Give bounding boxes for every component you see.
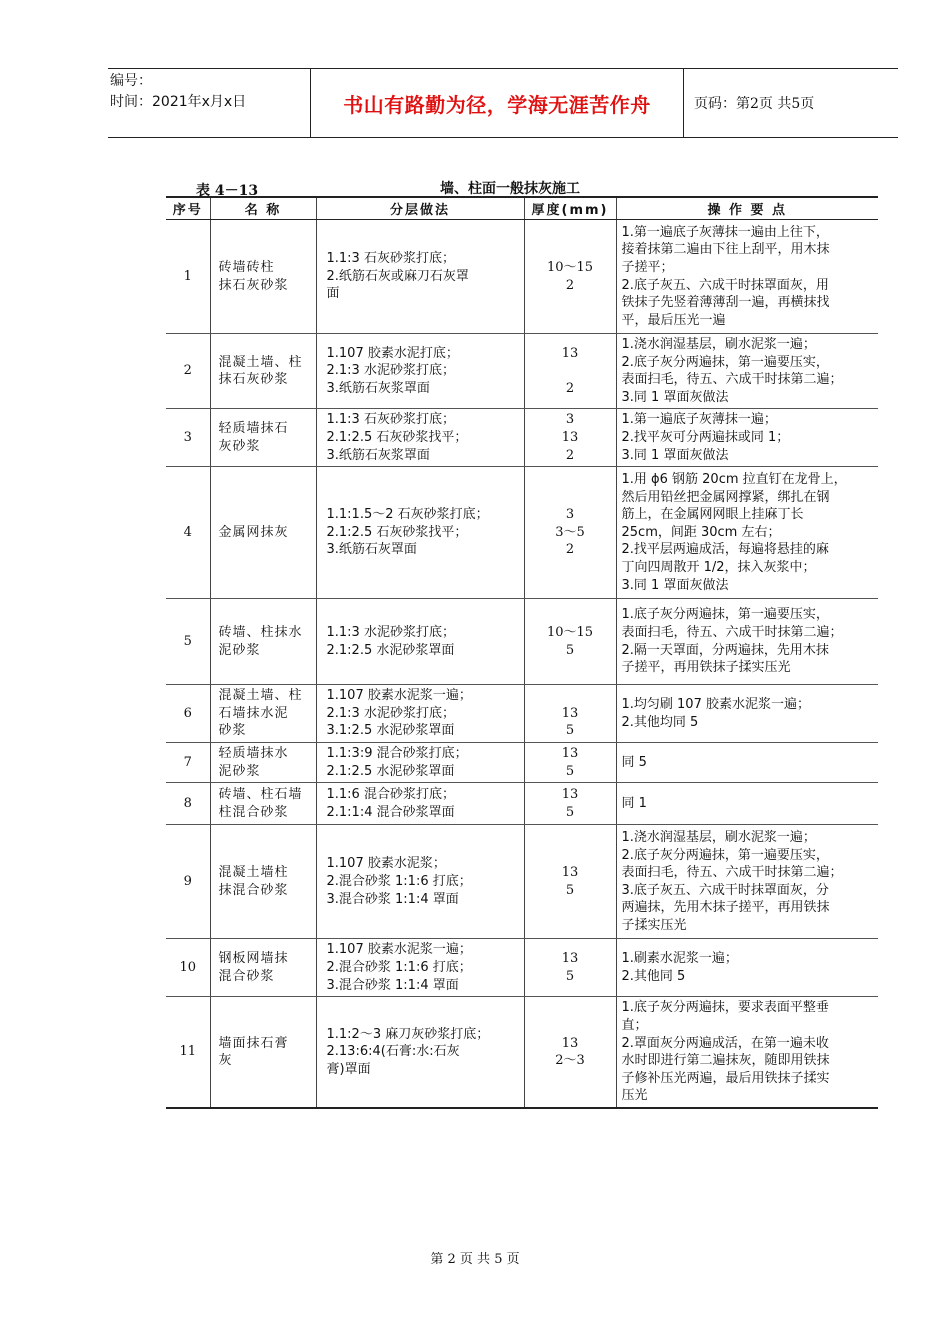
- row-layers-line: 2.1:3 水泥砂浆打底；: [326, 363, 455, 379]
- row-name: [210, 825, 316, 939]
- row-ops-line: 两遍抹，先用木抹子搓平，再用铁抹: [621, 900, 830, 916]
- column-header-thickness: 厚度(mm): [524, 197, 616, 220]
- row-name-line: 抹混合砂浆: [218, 882, 289, 898]
- row-layers-line: 1.1:3 水泥砂浆打底；: [326, 625, 455, 641]
- row-layers-line: 1.1:2～3 麻刀灰砂浆打底；: [326, 1026, 490, 1042]
- row-ops-line: 筋上，在金属网网眼上挂麻丁长: [621, 507, 804, 523]
- row-name-line: 混凝土墙、柱: [218, 688, 303, 704]
- table-row: [166, 685, 878, 743]
- row-name-line: 灰: [218, 1053, 233, 1069]
- row-thickness-line: 3: [565, 507, 575, 523]
- row-number: 5: [166, 599, 210, 685]
- row-number: 8: [166, 783, 210, 825]
- row-layers: [316, 997, 524, 1108]
- row-name-line: 轻质墙抹水: [218, 746, 289, 762]
- row-number: 7: [166, 743, 210, 783]
- row-thickness-line: [529, 362, 612, 380]
- page-header: [108, 68, 898, 138]
- row-layers-line: 2.1:2.5 水泥砂浆罩面: [326, 763, 455, 779]
- row-layers-line: 1.107 胶素水泥打底；: [326, 345, 459, 361]
- page-footer: 第 2 页 共 5 页: [430, 1252, 520, 1267]
- row-layers-line: 1.107 胶素水泥浆一遍；: [326, 942, 472, 958]
- row-name-line: 混合砂浆: [218, 968, 275, 984]
- row-name-line: 砖墙、柱石墙: [218, 787, 303, 803]
- row-layers-line: 1.107 胶素水泥浆一遍；: [326, 688, 472, 704]
- row-layers-line: 1.1:3 石灰砂浆打底；: [326, 412, 455, 428]
- row-layers-line: 1.1:6 混合砂浆打底；: [326, 787, 455, 803]
- row-ops-line: 1.浇水润湿基层，刷水泥浆一遍；: [621, 337, 816, 352]
- table-header-row: [166, 197, 878, 220]
- row-thickness-line: 5: [565, 968, 575, 984]
- row-thickness-line: 2: [565, 380, 575, 396]
- row-ops-line: 子搓平；: [621, 259, 674, 275]
- row-thickness: [524, 467, 616, 599]
- row-thickness: [524, 997, 616, 1108]
- row-ops-line: 子修补压光两遍，最后用铁抹子揉实: [621, 1070, 830, 1086]
- row-name: [210, 743, 316, 783]
- table-row: [166, 467, 878, 599]
- table-body: [166, 220, 878, 1108]
- row-ops-line: 3.同 1 罩面灰做法: [621, 577, 729, 593]
- document-time-label: 时间：2021年x月x日: [110, 94, 247, 110]
- row-ops-line: 2.找平层两遍成活，每遍将悬挂的麻: [621, 542, 829, 558]
- row-thickness: [524, 220, 616, 334]
- row-layers-line: 3.纸筋石灰浆罩面: [326, 380, 430, 396]
- row-ops-line: 压光: [621, 1088, 648, 1104]
- row-ops-line: 1.浇水润湿基层，刷水泥浆一遍；: [621, 830, 816, 846]
- row-thickness-line: 2: [565, 447, 575, 463]
- row-name-line: 砂浆: [218, 723, 247, 739]
- row-layers-line: 2.纸筋石灰或麻刀石灰罩: [326, 268, 469, 284]
- row-layers-line: 2.混合砂浆 1:1:6 打底；: [326, 960, 472, 976]
- row-name-line: 混凝土墙、柱: [218, 354, 303, 370]
- row-name: [210, 220, 316, 334]
- row-layers-line: 1.1:3:9 混合砂浆打底；: [326, 746, 468, 762]
- table-row: [166, 743, 878, 783]
- row-name-line: 金属网抹灰: [218, 524, 289, 540]
- row-thickness: [524, 685, 616, 743]
- row-ops-line: 同 5: [621, 754, 647, 770]
- row-thickness-line: 3: [565, 412, 575, 428]
- row-thickness-line: 13: [561, 705, 579, 721]
- row-ops-line: 子揉实压光: [621, 918, 687, 934]
- row-name: [210, 783, 316, 825]
- row-thickness-line: 5: [565, 763, 575, 779]
- column-header-ops: 操 作 要 点: [616, 197, 878, 220]
- row-number: 1: [166, 220, 210, 334]
- row-number: 3: [166, 409, 210, 467]
- row-layers: [316, 334, 524, 409]
- row-ops-line: 3.底子灰五、六成干时抹罩面灰，分: [621, 882, 829, 898]
- row-layers-line: 2.1:2.5 石灰砂浆找平；: [326, 429, 468, 445]
- row-thickness-line: 13: [561, 787, 579, 803]
- row-layers-line: 3.纸筋石灰浆罩面: [326, 447, 430, 463]
- header-motto: 书山有路勤为径，学海无涯苦作舟: [310, 69, 684, 137]
- row-layers: [316, 599, 524, 685]
- row-layers-line: 2.混合砂浆 1:1:6 打底；: [326, 874, 472, 890]
- table-title: 墙、柱面一般抹灰施工: [440, 181, 580, 197]
- row-thickness: [524, 825, 616, 939]
- row-ops-line: 2.其他同 5: [621, 968, 686, 984]
- row-layers-line: 2.1:2.5 水泥砂浆罩面: [326, 642, 455, 658]
- row-thickness: [524, 334, 616, 409]
- row-ops-line: 铁抹子先竖着薄薄刮一遍，再横抹找: [621, 295, 830, 311]
- row-name-line: 泥砂浆: [218, 642, 261, 658]
- table-number: 表 4－13: [196, 183, 259, 199]
- row-ops: [616, 599, 878, 685]
- column-header-no: 序号: [166, 197, 210, 220]
- row-ops-line: 2.其他均同 5: [621, 714, 699, 730]
- row-layers-line: 3.1:2.5 水泥砂浆罩面: [326, 723, 455, 739]
- row-thickness-line: 13: [561, 429, 579, 445]
- row-ops-line: 1.均匀刷 107 胶素水泥浆一遍；: [621, 697, 810, 713]
- row-ops-line: 直；: [621, 1017, 648, 1033]
- row-thickness: [524, 409, 616, 467]
- row-thickness-line: 13: [561, 865, 579, 881]
- header-meta: [108, 69, 310, 137]
- row-thickness: [524, 783, 616, 825]
- row-ops: [616, 939, 878, 997]
- row-ops-line: 同 1: [621, 796, 647, 812]
- row-layers: [316, 409, 524, 467]
- row-layers-line: 2.1:2.5 石灰砂浆找平；: [326, 524, 468, 540]
- row-ops: [616, 685, 878, 743]
- row-name-line: 抹石灰砂浆: [218, 277, 289, 293]
- row-ops-line: 接着抹第二遍由下往上刮平，用木抹: [621, 242, 830, 258]
- row-ops-line: 1.第一遍底子灰薄抹一遍由上往下，: [621, 224, 829, 240]
- row-ops-line: 1.刷素水泥浆一遍；: [621, 951, 738, 967]
- row-ops-line: 25cm，间距 30cm 左右；: [621, 524, 781, 540]
- row-layers-line: 3.混合砂浆 1:1:4 罩面: [326, 977, 459, 993]
- row-ops-line: 2.底子灰五、六成干时抹罩面灰，用: [621, 277, 829, 293]
- row-layers-line: 膏)罩面: [326, 1061, 371, 1077]
- row-name: [210, 334, 316, 409]
- row-name-line: 灰砂浆: [218, 438, 261, 454]
- row-name: [210, 685, 316, 743]
- row-name: [210, 997, 316, 1108]
- row-ops-line: 2.底子灰分两遍抹，第一遍要压实，: [621, 847, 829, 863]
- row-ops: [616, 743, 878, 783]
- row-thickness-line: 2～3: [555, 1053, 585, 1069]
- row-thickness-line: 5: [565, 642, 575, 658]
- row-ops: [616, 220, 878, 334]
- row-name-line: 柱混合砂浆: [218, 804, 289, 820]
- row-ops: [616, 334, 878, 409]
- row-ops-line: 1.底子灰分两遍抹，第一遍要压实，: [621, 607, 829, 623]
- row-ops-line: 1.第一遍底子灰薄抹一遍；: [621, 412, 777, 428]
- row-name-line: 抹石灰砂浆: [218, 372, 289, 388]
- row-name-line: 石墙抹水泥: [218, 705, 289, 721]
- row-layers-line: 3.混合砂浆 1:1:4 罩面: [326, 891, 459, 907]
- row-thickness-line: 5: [565, 882, 575, 898]
- table-row: [166, 409, 878, 467]
- table-row: [166, 334, 878, 409]
- row-layers-line: 2.1:3 水泥砂浆打底；: [326, 705, 455, 721]
- row-name-line: 轻质墙抹石: [218, 421, 289, 437]
- row-layers: [316, 743, 524, 783]
- plastering-table: [166, 196, 878, 1109]
- row-layers: [316, 825, 524, 939]
- row-layers: [316, 220, 524, 334]
- row-name: [210, 467, 316, 599]
- row-ops-line: 丁向四周散开 1/2，抹入灰浆中；: [621, 560, 816, 576]
- table-row: [166, 997, 878, 1108]
- row-number: 2: [166, 334, 210, 409]
- row-number: 6: [166, 685, 210, 743]
- row-ops-line: 2.底子灰分两遍抹，第一遍要压实，: [621, 354, 829, 370]
- row-ops-line: 水时即进行第二遍抹灰，随即用铁抹: [621, 1053, 830, 1069]
- row-layers-line: 1.1:1.5～2 石灰砂浆打底；: [326, 507, 489, 523]
- row-thickness-line: 5: [565, 723, 575, 739]
- row-thickness-line: 13: [561, 746, 579, 762]
- row-layers-line: 2.1:1:4 混合砂浆罩面: [326, 804, 455, 820]
- row-layers-line: 1.107 胶素水泥浆；: [326, 856, 446, 872]
- row-name-line: 混凝土墙柱: [218, 865, 289, 881]
- row-thickness-line: 13: [561, 345, 579, 361]
- row-name: [210, 599, 316, 685]
- row-name-line: 钢板网墙抹: [218, 951, 289, 967]
- row-thickness-line: 10～15: [546, 625, 594, 641]
- row-name: [210, 409, 316, 467]
- row-ops-line: 1.用 ϕ6 钢筋 20cm 拉直钉在龙骨上，: [621, 472, 847, 488]
- row-number: 11: [166, 997, 210, 1108]
- row-layers-line: 2.13:6:4(石膏:水:石灰: [326, 1044, 460, 1060]
- row-thickness: [524, 599, 616, 685]
- row-thickness: [524, 939, 616, 997]
- row-ops-line: 子搓平，再用铁抹子揉实压光: [621, 660, 791, 676]
- row-thickness: [524, 743, 616, 783]
- row-number: 10: [166, 939, 210, 997]
- row-layers-line: 面: [326, 286, 340, 302]
- column-header-layers: 分层做法: [316, 197, 524, 220]
- row-ops: [616, 997, 878, 1108]
- table-row: [166, 783, 878, 825]
- row-thickness-line: 2: [565, 277, 575, 293]
- row-ops-line: 然后用铅丝把金属网撑紧，绑扎在钢: [621, 489, 830, 505]
- table-row: [166, 599, 878, 685]
- row-ops: [616, 409, 878, 467]
- row-number: 4: [166, 467, 210, 599]
- row-layers-line: 1.1:3 石灰砂浆打底；: [326, 251, 455, 267]
- row-layers-line: 3.纸筋石灰罩面: [326, 542, 417, 558]
- row-layers: [316, 467, 524, 599]
- table-row: [166, 939, 878, 997]
- document-number-label: 编号：: [110, 73, 152, 89]
- row-layers: [316, 685, 524, 743]
- row-ops-line: 2.罩面灰分两遍成活，在第一遍未收: [621, 1035, 829, 1051]
- row-ops-line: 2.隔一天罩面，分两遍抹，先用木抹: [621, 642, 829, 658]
- row-layers: [316, 783, 524, 825]
- row-ops-line: 3.同 1 罩面灰做法: [621, 447, 729, 463]
- row-name-line: 砖墙砖柱: [218, 259, 275, 275]
- row-thickness-line: 3～5: [555, 524, 585, 540]
- row-ops-line: 1.底子灰分两遍抹，要求表面平整垂: [621, 1000, 829, 1016]
- column-header-name: 名 称: [210, 197, 316, 220]
- row-ops-line: 表面扫毛，待五、六成干时抹第二遍；: [621, 865, 843, 881]
- row-ops-line: 表面扫毛，待五、六成干时抹第二遍；: [621, 625, 843, 641]
- row-ops: [616, 825, 878, 939]
- table-row: [166, 825, 878, 939]
- row-name: [210, 939, 316, 997]
- row-thickness-line: 10～15: [546, 259, 594, 275]
- row-ops-line: 2.找平灰可分两遍抹或同 1；: [621, 429, 790, 445]
- table-row: [166, 220, 878, 334]
- row-thickness-line: 2: [565, 542, 575, 558]
- row-name-line: 砖墙、柱抹水: [218, 625, 303, 641]
- row-number: 9: [166, 825, 210, 939]
- row-ops-line: 3.同 1 罩面灰做法: [621, 389, 729, 405]
- row-name-line: 墙面抹石膏: [218, 1035, 289, 1051]
- row-layers: [316, 939, 524, 997]
- row-ops: [616, 467, 878, 599]
- row-ops-line: 平，最后压光一遍: [621, 312, 726, 328]
- row-ops: [616, 783, 878, 825]
- row-thickness-line: [529, 687, 612, 705]
- row-ops-line: 表面扫毛，待五、六成干时抹第二遍；: [621, 372, 843, 388]
- row-thickness-line: 13: [561, 951, 579, 967]
- row-thickness-line: 13: [561, 1035, 579, 1051]
- header-page-info: 页码：第2页 共5页: [694, 96, 815, 112]
- row-name-line: 泥砂浆: [218, 763, 261, 779]
- row-thickness-line: 5: [565, 804, 575, 820]
